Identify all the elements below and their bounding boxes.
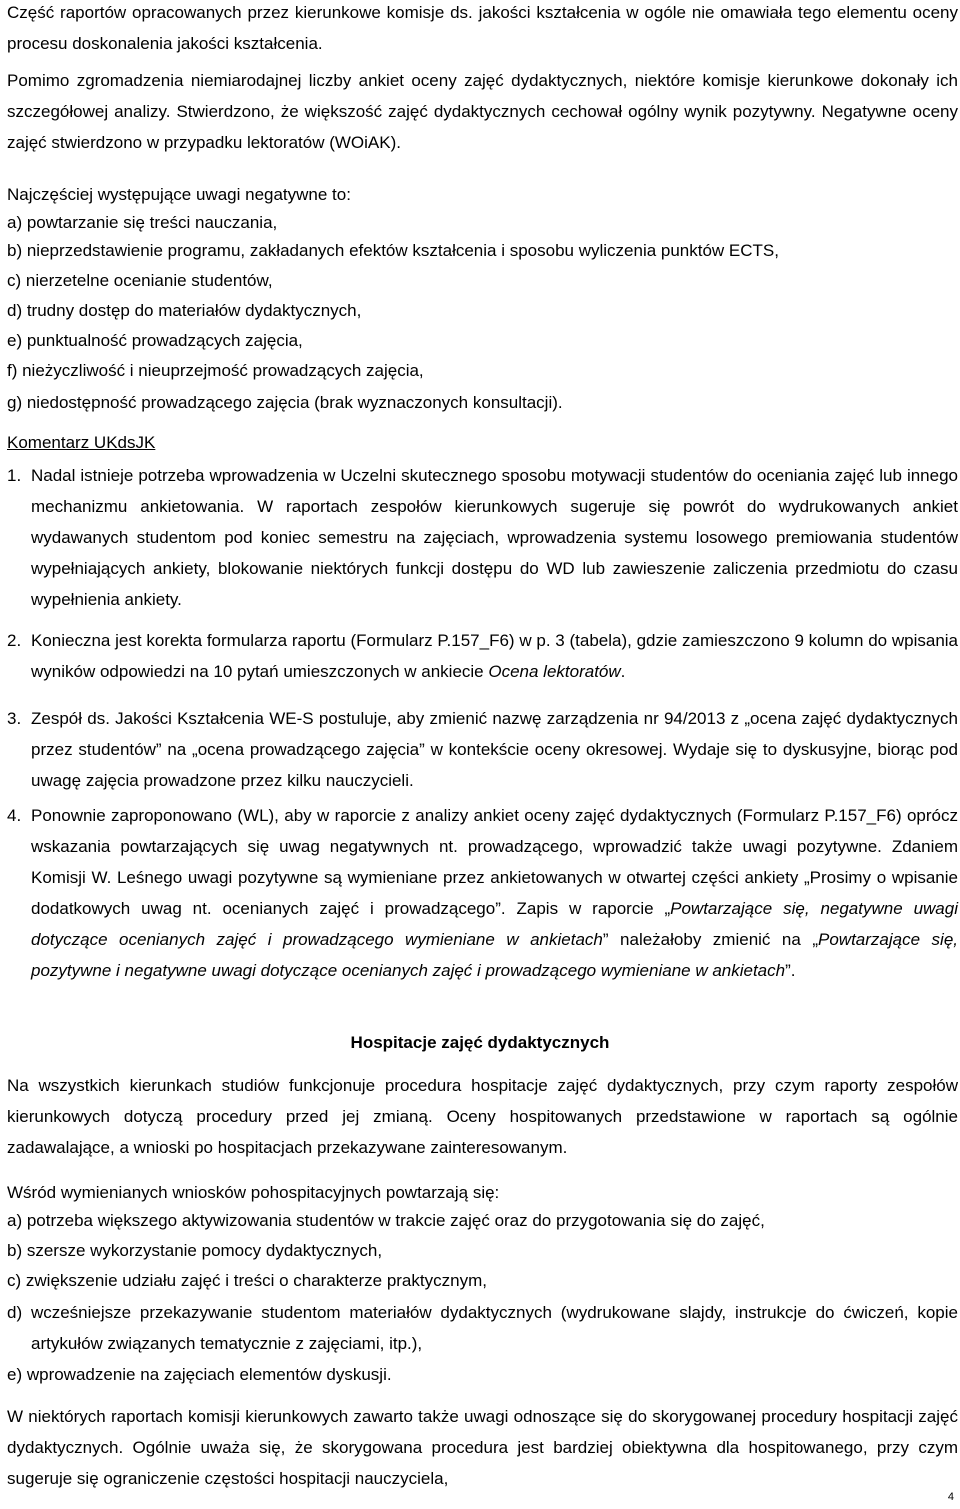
intro-paragraph-2: Pomimo zgromadzenia niemiarodajnej liczby ankiet oceny zajęć dydaktycznych, niektóre komisje kierunkowe dokonały ich szczegółowej analizy. Stwierdzono, że większość zajęć dydaktycznych cechował ogólny wynik pozytywny. Negatywne oceny zajęć stwierdzono w przypadku lektoratów (WOiAK). <box>7 71 958 152</box>
comment-text-1: Nadal istnieje potrzeba wprowadzenia w Uczelni skutecznego sposobu motywacji studentów do oceniania zajęć lub innego mechanizmu ankietowania. W raportach zespołów kierunkowych sugeruje się powrót do wydrukowanych ankiet wydawanych studentom pod koniec semestru na zajęciach, wprowadzenia systemu losowego premiowania studentów wypełniających ankiety, blokowanie niektórych funkcji dostępu do WD lub zawieszenie zaliczenia przedmiotu do czasu wypełnienia ankiety. <box>31 466 958 609</box>
conclusion-item-e: e) wprowadzenie na zajęciach elementów dyskusji. <box>7 1365 392 1384</box>
conclusion-item-b: b) szersze wykorzystanie pomocy dydaktycznych, <box>7 1241 383 1260</box>
intro-paragraph-3: Najczęściej występujące uwagi negatywne to: <box>7 185 351 204</box>
comment-number-3: 3. <box>7 709 22 728</box>
negative-item-c: c) nierzetelne ocenianie studentów, <box>7 271 273 290</box>
conclusion-item-a: a) potrzeba większego aktywizowania studentów w trakcie zajęć oraz do przygotowania się do zajęć, <box>7 1211 765 1230</box>
comment-heading: Komentarz UKdsJK <box>7 433 156 452</box>
negative-item-f: f) nieżyczliwość i nieuprzejmość prowadzących zajęcia, <box>7 361 424 380</box>
negative-item-a: a) powtarzanie się treści nauczania, <box>7 213 278 232</box>
negative-item-e: e) punktualność prowadzących zajęcia, <box>7 331 303 350</box>
negative-item-d: d) trudny dostęp do materiałów dydaktycznych, <box>7 301 362 320</box>
section-heading: Hospitacje zajęć dydaktycznych <box>350 1033 610 1052</box>
comment-text-4: Ponownie zaproponowano (WL), aby w raporcie z analizy ankiet oceny zajęć dydaktycznych (Formularz P.157_F6) oprócz wskazania powtarzających się uwag negatywnych nt. prowadzącego, wprowadzić także uwagi pozytywne. Zdaniem Komisji W. Leśnego uwagi pozytywne są wymieniane przez ankietowanych w otwartej części ankiety „Prosimy o wpisanie dodatkowych uwag nt. ocenianych zajęć i prowadzącego”. Zapis w raporcie „Powtarzające się, negatywne uwagi dotyczące ocenianych zajęć i prowadzącego wymieniane w ankietach” należałoby zmienić na „Powtarzające się, pozytywne i negatywne uwagi dotyczące ocenianych zajęć i prowadzącego wymieniane w ankietach”. <box>31 806 958 980</box>
intro-paragraph-1: Część raportów opracowanych przez kierunkowe komisje ds. jakości kształcenia w ogóle nie omawiała tego elementu oceny procesu doskonalenia jakości kształcenia. <box>7 3 958 53</box>
comment-text-3: Zespół ds. Jakości Kształcenia WE-S postuluje, aby zmienić nazwę zarządzenia nr 94/2013 z „ocena zajęć dydaktycznych przez studentów” na „ocena prowadzącego zajęcia” w kontekście oceny okresowej. Wydaje się to dyskusyjne, biorąc pod uwagę zajęcia prowadzone przez kilku nauczycieli. <box>31 709 958 790</box>
conclusion-item-c: c) zwiększenie udziału zajęć i treści o charakterze praktycznym, <box>7 1271 487 1290</box>
hospitation-paragraph-3: W niektórych raportach komisji kierunkowych zawarto także uwagi odnoszące się do skorygowanej procedury hospitacji zajęć dydaktycznych. Ogólnie uważa się, że skorygowana procedura jest bardziej obiektywna dla hospitowanego, przy czym sugeruje się ograniczenie częstości hospitacji nauczyciela, <box>7 1407 958 1488</box>
comment-number-1: 1. <box>7 466 22 485</box>
negative-item-g: g) niedostępność prowadzącego zajęcia (brak wyznaczonych konsultacji). <box>7 393 563 412</box>
page-number: 4 <box>947 1491 954 1503</box>
negative-item-b: b) nieprzedstawienie programu, zakładanych efektów kształcenia i sposobu wyliczenia punktów ECTS, <box>7 241 779 260</box>
comment-text-2: Konieczna jest korekta formularza raportu (Formularz P.157_F6) w p. 3 (tabela), gdzie zamieszczono 9 kolumn do wpisania wyników odpowiedzi na 10 pytań umieszczonych w ankiecie Ocena lektoratów. <box>31 631 958 681</box>
comment-number-4: 4. <box>7 806 22 825</box>
comment-number-2: 2. <box>7 631 22 650</box>
hospitation-paragraph-1: Na wszystkich kierunkach studiów funkcjonuje procedura hospitacje zajęć dydaktycznych, przy czym raporty zespołów kierunkowych dotyczą procedury przed jej zmianą. Oceny hospitowanych przedstawione w raportach są ogólnie zadawalające, a wnioski po hospitacjach przekazywane zainteresowanym. <box>7 1076 958 1157</box>
hospitation-paragraph-2: Wśród wymienianych wniosków pohospitacyjnych powtarzają się: <box>7 1183 500 1202</box>
conclusion-item-d: d) wcześniejsze przekazywanie studentom materiałów dydaktycznych (wydrukowane slajdy, instrukcje do ćwiczeń, kopie artykułów związanych tematycznie z zajęciami, itp.), <box>7 1303 958 1353</box>
